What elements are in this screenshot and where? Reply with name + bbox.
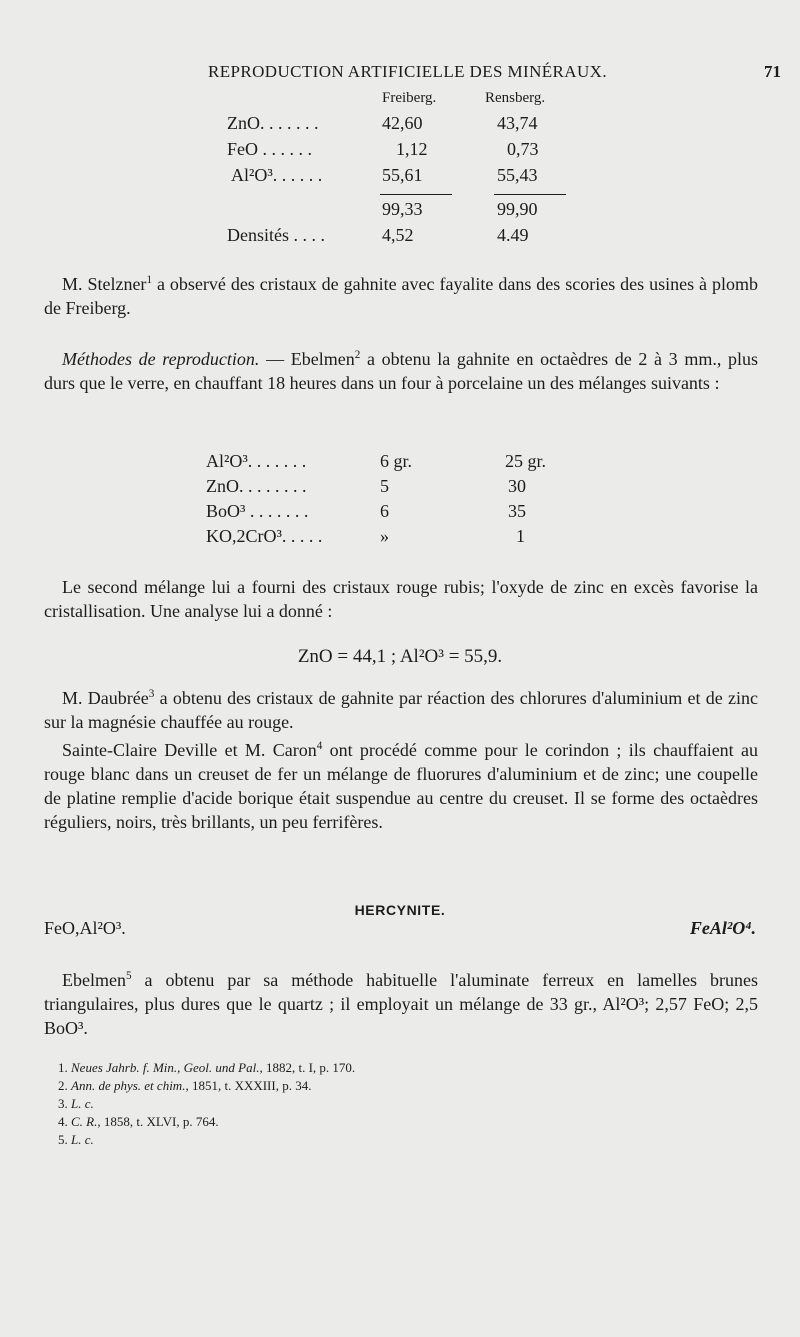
densites-label: Densités . . . . — [227, 225, 325, 245]
footnote-detail: , 1882, t. I, p. 170. — [259, 1060, 356, 1075]
paragraph-text: a observé des cristaux de gahnite avec fayalite dans des scories des usines à plomb de Freiberg. — [44, 274, 758, 318]
formula-dualistic: FeO,Al²O³. — [44, 918, 126, 938]
densite-rensberg: 4.49 — [497, 225, 529, 245]
footnote-source: L. c. — [71, 1132, 94, 1147]
paragraph-sainte-claire — [44, 738, 758, 834]
footnote-number: 5. — [58, 1132, 68, 1147]
column-header-rensberg: Rensberg. — [485, 90, 546, 106]
footnote — [58, 1078, 311, 1094]
paragraph-stelzner — [44, 272, 758, 320]
footnote-source: Neues Jahrb. f. Min., Geol. und Pal. — [71, 1060, 260, 1075]
cell-mixture-1: 5 — [380, 476, 389, 496]
footnote-source: C. R. — [71, 1114, 98, 1129]
footnote-detail: , 1858, t. XLVI, p. 764. — [97, 1114, 219, 1129]
cell-mixture-1: 6 gr. — [380, 451, 413, 471]
footnote-source: L. c. — [71, 1096, 94, 1111]
paragraph-text: a obtenu par sa méthode habituelle l'aluminate ferreux en lamelles brunes triangulaires, plus dures que le quartz ; il employait un mélange de 33 gr., Al²O³; 2,57 FeO; 2,5 BoO³. — [44, 970, 758, 1038]
row-label: Al²O³. . . . . . . — [206, 451, 307, 471]
densite-freiberg: 4,52 — [382, 225, 414, 245]
paragraph-text: a obtenu la gahnite en octaèdres de 2 à 3 mm., plus durs que le verre, en chauffant 18 heures dans un four à porcelaine un des mélanges suivants : — [44, 349, 758, 393]
footnote — [58, 1096, 94, 1112]
total-rensberg: 99,90 — [497, 199, 538, 219]
paragraph-daubree — [44, 686, 758, 734]
footnote-number: 3. — [58, 1096, 68, 1111]
author-name: Sainte-Claire Deville et M. Caron — [62, 740, 317, 760]
footnote-ref: 5 — [125, 970, 132, 982]
cell-mixture-2: 35 — [508, 501, 526, 521]
cell-rensberg: 43,74 — [497, 113, 538, 133]
running-title: REPRODUCTION ARTIFICIELLE DES MINÉRAUX. — [208, 62, 607, 81]
paragraph-methodes — [44, 347, 758, 395]
footnote-number: 1. — [58, 1060, 68, 1075]
row-label: ZnO. . . . . . . . — [206, 476, 307, 496]
cell-mixture-1: » — [380, 526, 389, 546]
page-number: 71 — [764, 62, 781, 81]
row-label: KO,2CrO³. . . . . — [206, 526, 323, 546]
cell-freiberg: 42,60 — [382, 113, 423, 133]
footnote-number: 2. — [58, 1078, 68, 1093]
footnote — [58, 1114, 219, 1130]
total-freiberg: 99,33 — [382, 199, 423, 219]
footnote — [58, 1132, 94, 1148]
cell-mixture-2: 1 — [516, 526, 525, 546]
formula-atomic: FeAl²O⁴. — [689, 918, 756, 938]
cell-freiberg: 1,12 — [396, 139, 428, 159]
dash-author: — Ebelmen — [259, 349, 355, 369]
footnote-ref: 3 — [148, 688, 155, 700]
footnote-ref: 2 — [354, 349, 361, 361]
paragraph-second-melange: Le second mélange lui a fourni des cristaux rouge rubis; l'oxyde de zinc en excès favorise la cristallisation. Une analyse lui a donné : — [44, 577, 758, 621]
column-header-freiberg: Freiberg. — [382, 90, 437, 106]
section-heading-hercynite: HERCYNITE. — [354, 902, 446, 918]
paragraph-ebelmen-hercynite — [44, 968, 758, 1040]
footnote-ref: 1 — [146, 274, 153, 286]
paragraph-text: ont procédé comme pour le corindon ; ils chauffaient au rouge blanc dans un creuset de fer un mélange de fluorures d'aluminium et de zinc; une coupelle de platine remplie d'acide borique était suspendue au centre du creuset. Il se forme des octaèdres réguliers, noirs, très brillants, un peu ferrifères. — [44, 740, 758, 832]
footnote — [58, 1060, 355, 1076]
sum-rule-rensberg — [494, 194, 566, 195]
paragraph-text: a obtenu des cristaux de gahnite par réaction des chlorures d'aluminium et de zinc sur la magnésie chauffée au rouge. — [44, 688, 758, 732]
footnote-detail: , 1851, t. XXXIII, p. 34. — [185, 1078, 312, 1093]
row-label: ZnO. . . . . . . — [227, 113, 319, 133]
row-label: FeO . . . . . . — [227, 139, 312, 159]
section-title: Méthodes de reproduction. — [62, 349, 260, 369]
cell-rensberg: 0,73 — [507, 139, 539, 159]
footnote-source: Ann. de phys. et chim. — [71, 1078, 186, 1093]
cell-mixture-1: 6 — [380, 501, 389, 521]
row-label: Al²O³. . . . . . — [231, 165, 323, 185]
cell-freiberg: 55,61 — [382, 165, 423, 185]
author-name: M. Stelzner — [62, 274, 147, 294]
cell-rensberg: 55,43 — [497, 165, 538, 185]
sum-rule-freiberg — [380, 194, 452, 195]
author-name: M. Daubrée — [62, 688, 149, 708]
analysis-equation: ZnO = 44,1 ; Al²O³ = 55,9. — [297, 646, 503, 667]
footnote-ref: 4 — [316, 740, 323, 752]
footnote-number: 4. — [58, 1114, 68, 1129]
row-label: BoO³ . . . . . . . — [206, 501, 309, 521]
cell-mixture-2: 25 gr. — [505, 451, 547, 471]
cell-mixture-2: 30 — [508, 476, 526, 496]
author-name: Ebelmen — [62, 970, 126, 990]
